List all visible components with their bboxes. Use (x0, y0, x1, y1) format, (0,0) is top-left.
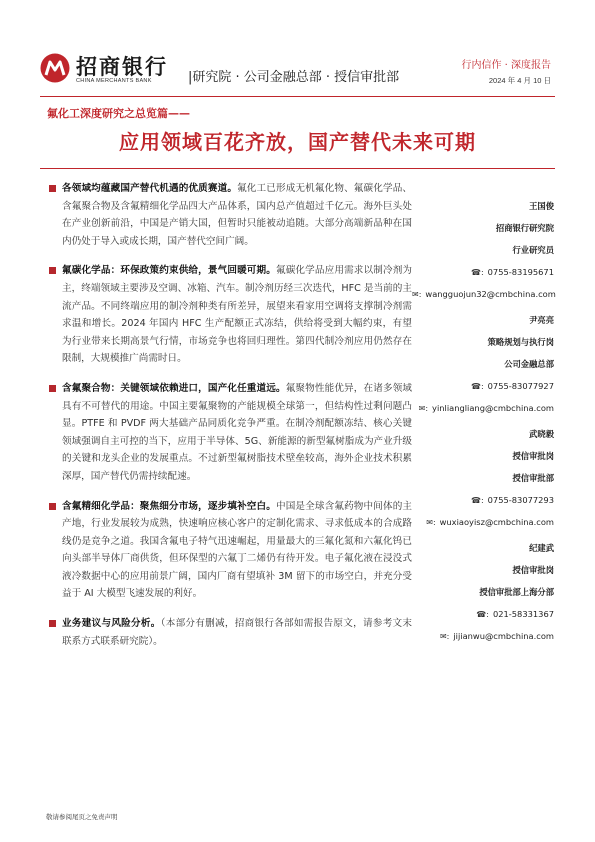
analyst-email-line (412, 397, 554, 419)
analyst-phone: 0755-83077927 (487, 381, 554, 391)
summary-paragraph (62, 380, 412, 486)
analyst-role: 授信审批部上海分部 (479, 587, 554, 597)
paragraph-text: （本部分有删减，招商银行各部如需报告原文，请参考文末联系方式联系研究院）。 (62, 618, 413, 647)
summary-paragraph (62, 180, 412, 250)
header-divider (40, 96, 555, 97)
report-type: 行内信作 · 深度报告 (461, 60, 551, 71)
paragraph-lead: 业务建议与风险分析。 (62, 618, 161, 630)
analyst-phone-line (412, 261, 554, 283)
analyst-role: 授信审批部 (512, 473, 554, 483)
bullet-square-icon (49, 503, 56, 510)
cmb-logo-icon (40, 53, 70, 83)
analyst-phone-line (412, 489, 554, 511)
analyst-card (412, 195, 554, 305)
bullet-square-icon (49, 185, 56, 192)
analyst-email[interactable]: jijianwu@cmbchina.com (453, 631, 554, 641)
analyst-card (412, 309, 554, 419)
phone-icon: ☎: (470, 268, 484, 277)
bullet-square-icon (49, 267, 56, 274)
analyst-phone: 021-58331367 (492, 609, 554, 619)
bank-logo-english: CHINA MERCHANTS BANK (76, 78, 152, 84)
disclaimer-note: 敬请参阅尾页之免责声明 (46, 813, 118, 821)
analyst-name: 王国俊 (529, 201, 554, 211)
paragraph-lead: 氟碳化学品：环保政策约束供给，景气回暖可期。 (62, 265, 276, 277)
analyst-phone: 0755-83077293 (487, 495, 554, 505)
analyst-email[interactable]: yinliangliang@cmbchina.com (432, 403, 554, 413)
summary-paragraph (62, 615, 412, 650)
phone-icon: ☎: (476, 610, 489, 619)
bullet-square-icon (49, 385, 56, 392)
summary-paragraph (62, 498, 412, 604)
paragraph-text: 氟化工已形成无机氟化物、氟碳化学品、含氟聚合物及含氟精细化学品四大产品体系，国内总产值超过千亿元。海外巨头处在产业创新前沿，中国是产销大国，但暂时只能被动追随。大部分高端新品种在国内仍处于导入或成长期，国产替代空间广阔。 (62, 183, 413, 247)
paragraph-text: 氟碳化学品应用需求以制冷剂为主，终端领域主要涉及空调、冰箱、汽车。制冷剂历经三次迭代，HFC 是当前的主流产品。不同终端应用的制冷剂种类有所差异，展望来看家用空调将支撑制冷剂需求温和增长。2024 年国内 HFC 生产配额正式冻结，供给将受到大幅约束，有望为行业带来长期高景气行情，市场竞争也将回归理性。第四代制冷剂应用仍然存在限制，大规模推广尚需时日。 (62, 265, 413, 365)
analyst-email-line (412, 283, 554, 305)
analyst-name: 武晓毅 (529, 429, 554, 439)
bank-logo-text: 招商银行 (76, 54, 168, 79)
analyst-contacts (412, 195, 554, 647)
analyst-card (412, 423, 554, 533)
phone-icon: ☎: (470, 382, 484, 391)
analyst-name: 纪建武 (529, 543, 554, 553)
analyst-email[interactable]: wuxiaoyisz@cmbchina.com (439, 517, 554, 527)
title-divider (40, 168, 555, 169)
report-date: 2024 年 4 月 10 日 (488, 76, 551, 85)
paragraph-lead: 各领域均蕴藏国产替代机遇的优质赛道。 (62, 183, 238, 194)
series-title: 氟化工深度研究之总览篇—— (47, 107, 190, 120)
analyst-org: 授信审批岗 (512, 451, 554, 461)
analyst-email[interactable]: wangguojun32@cmbchina.com (425, 289, 556, 299)
analyst-phone: 0755-83195671 (487, 267, 554, 277)
paragraph-text: 氟聚物性能优异，在诸多领域具有不可替代的用途。中国主要氟聚物的产能规模全球第一，但结构性过剩问题凸显。PTFE 和 PVDF 两大基础产品同质化竞争严重。在制冷剂配额冻结、核心关键领域强调自主可控的当下，应用于半导体、5G、新能源的新型氟树脂成为产业升级的关键和龙头企业的发展重点。不过新型氟树脂技术壁垒较高，海外企业技术积累深厚，国产替代仍需持续配速。 (62, 382, 413, 482)
email-icon: ✉: (412, 290, 422, 299)
phone-icon: ☎: (470, 496, 484, 505)
analyst-phone-line (412, 603, 554, 625)
analyst-name: 尹亮亮 (529, 315, 554, 325)
report-title: 应用领域百花齐放，国产替代未来可期 (119, 130, 476, 154)
email-icon: ✉: (439, 632, 450, 641)
analyst-role: 公司金融总部 (504, 359, 554, 369)
department-line: |研究院 · 公司金融总部 · 授信审批部 (188, 70, 400, 85)
paragraph-lead: 含氟聚合物：关键领域依赖进口，国产化任重道远。 (62, 382, 286, 394)
summary-body (62, 180, 412, 662)
analyst-phone-line (412, 375, 554, 397)
analyst-org: 授信审批岗 (512, 565, 554, 575)
summary-paragraph (62, 262, 412, 368)
bullet-square-icon (49, 620, 56, 627)
analyst-org: 招商银行研究院 (495, 223, 554, 233)
analyst-role: 行业研究员 (512, 245, 554, 255)
email-icon: ✉: (426, 518, 436, 527)
analyst-card (412, 537, 554, 647)
email-icon: ✉: (418, 404, 429, 413)
paragraph-text: 中国是全球含氟药物中间体的主产地，行业发展较为成熟，快速响应核心客户的定制化需求、寻求低成本的合成路线仍是竞争之道。我国含氟电子特气迅速崛起，用量最大的三氟化氮和六氟化钨已向头部半导体厂商供货，但环保型的六氟丁二烯仍有待开发。电子氟化液在浸没式液冷数据中心的应用前景广阔，国内厂商有望填补 3M 留下的市场空白，并充分受益于 AI 大模型飞速发展的利好。 (62, 500, 413, 600)
paragraph-lead: 含氟精细化学品：聚焦细分市场，逐步填补空白。 (62, 500, 276, 512)
analyst-email-line (412, 511, 554, 533)
analyst-org: 策略规划与执行岗 (487, 337, 554, 347)
analyst-email-line (412, 625, 554, 647)
